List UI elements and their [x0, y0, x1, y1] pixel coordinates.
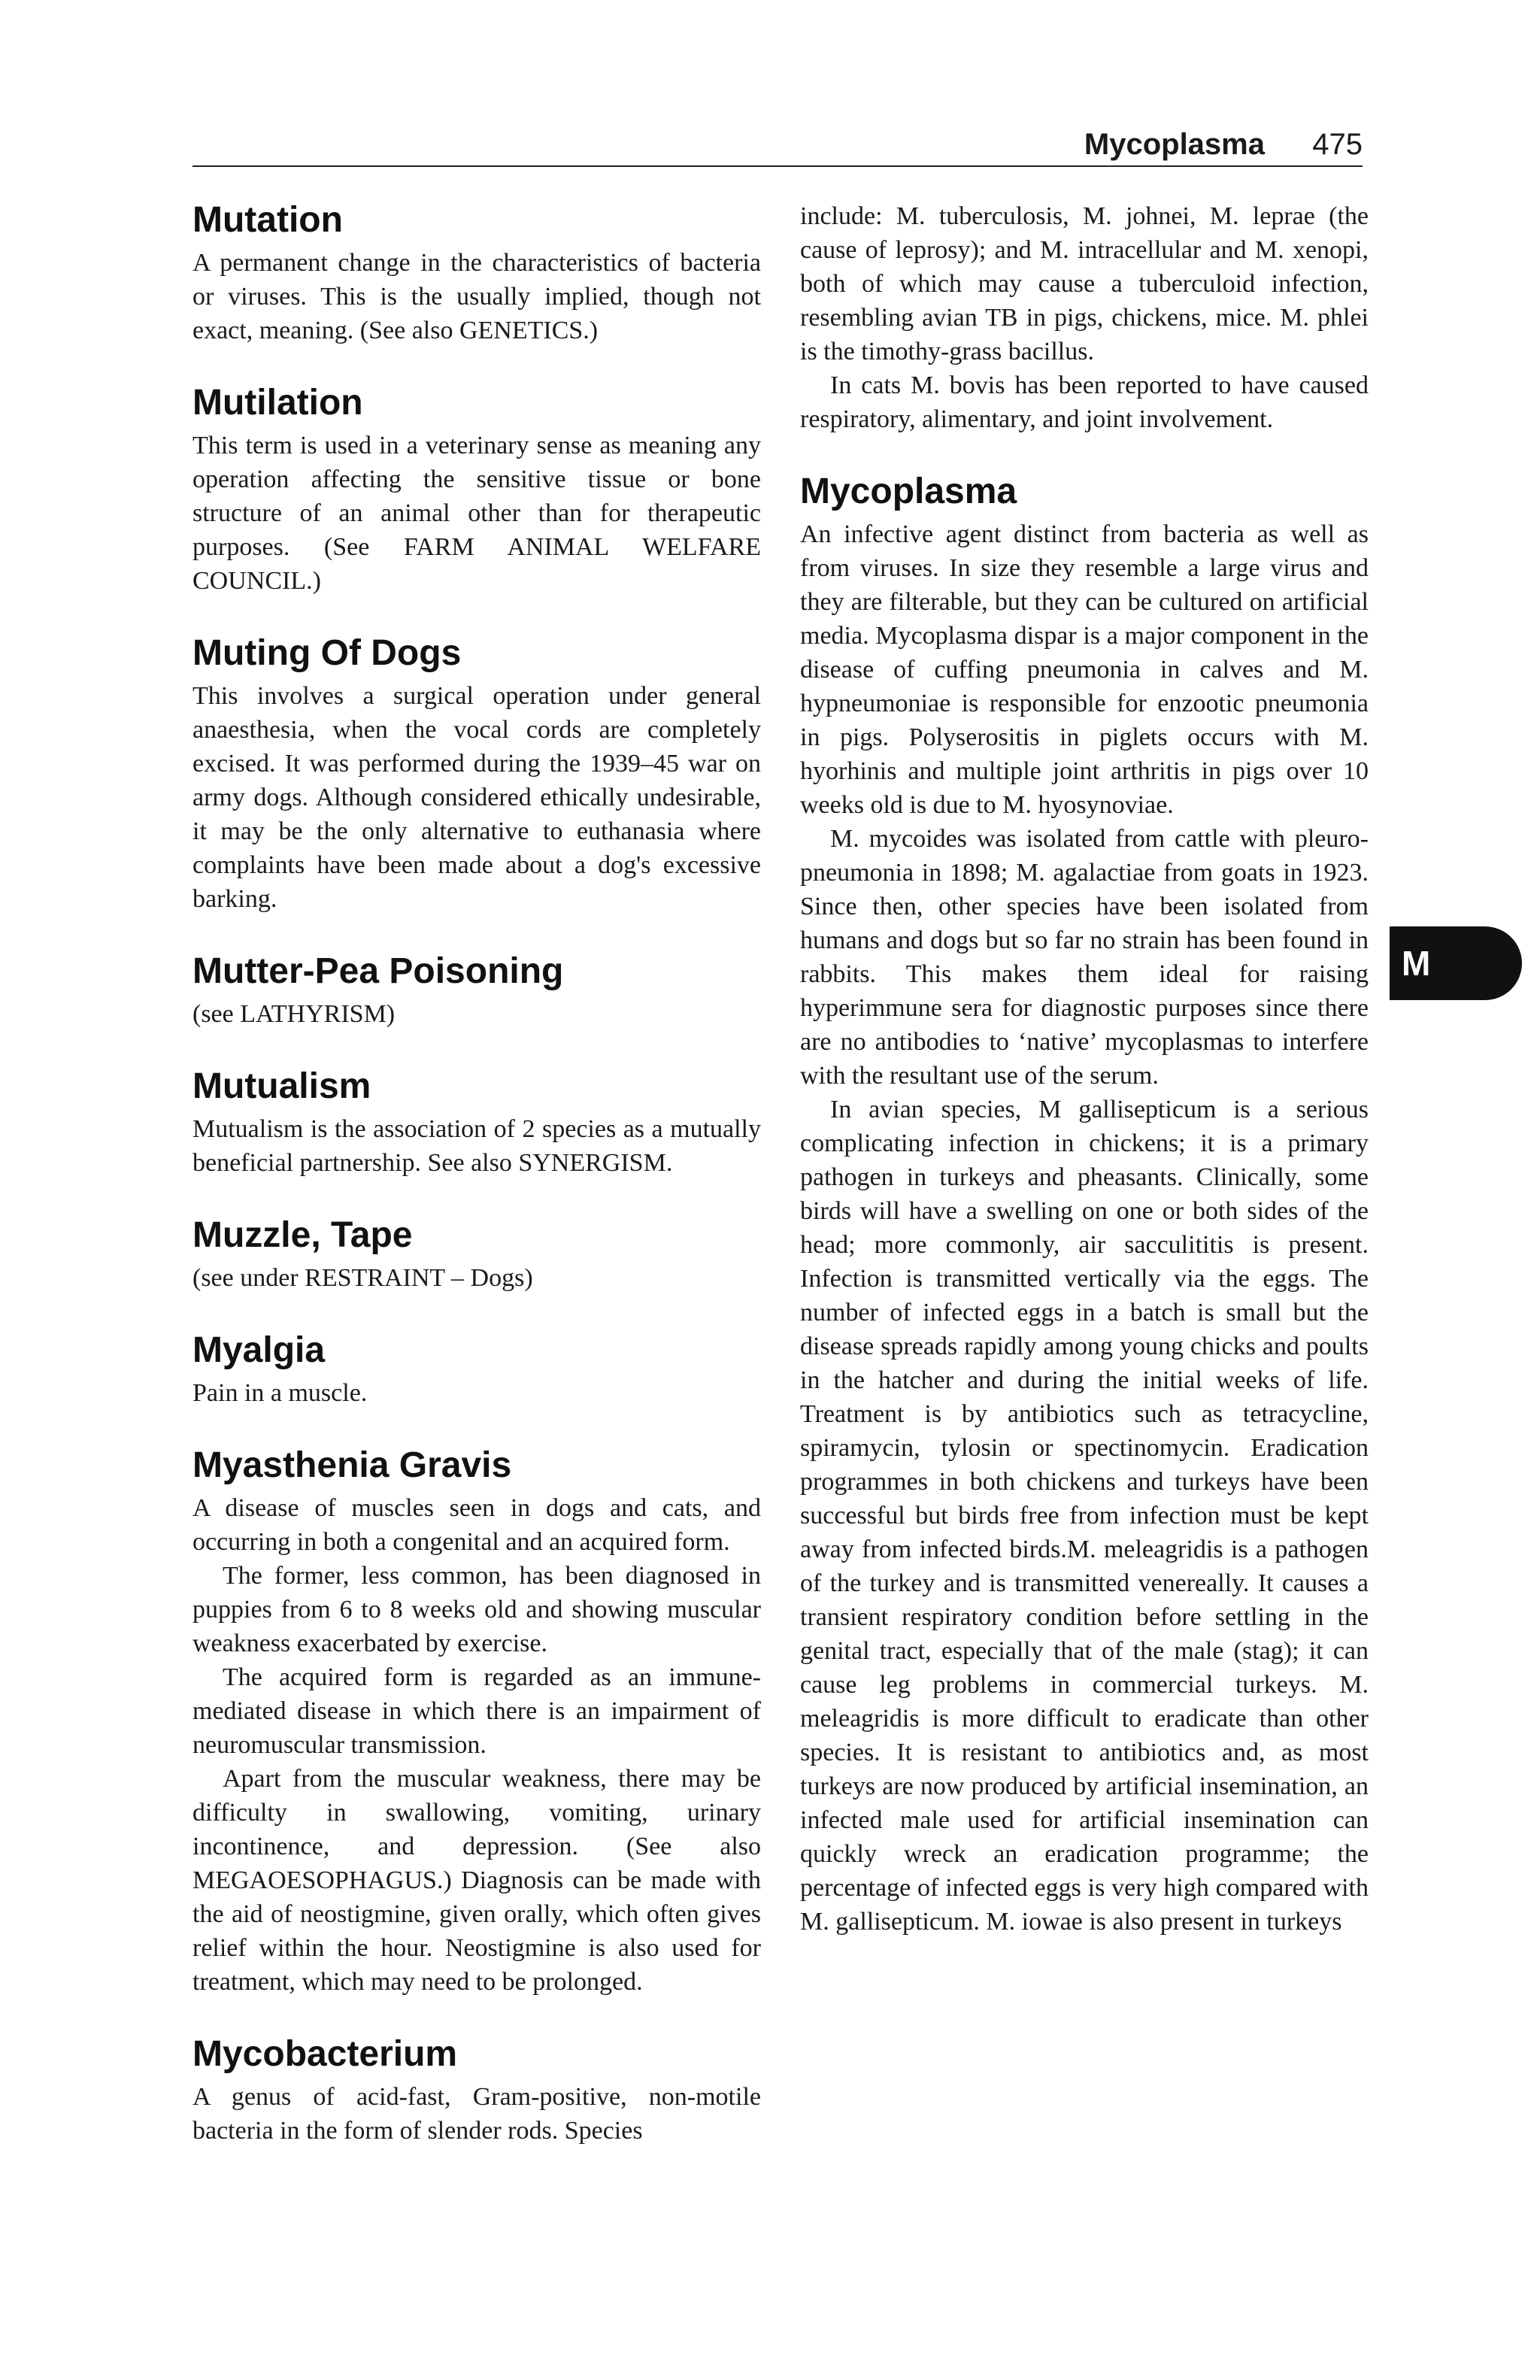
entry-heading: Mutation: [192, 200, 343, 240]
entry-paragraph: include: M. tuberculosis, M. johnei, M. leprae (the cause of leprosy); and M. intracellular and M. xenopi, both of which may cause a tuberculoid infection, resembling avian TB in pigs, chickens, mice. M. phlei is the timothy-grass bacillus.: [800, 202, 1369, 365]
thumb-index-tab: M: [1390, 926, 1522, 1000]
entry-paragraph: (see under RESTRAINT – Dogs): [192, 1264, 533, 1292]
entry-paragraph: A genus of acid-fast, Gram-positive, non-motile bacteria in the form of slender rods. Species: [192, 2083, 761, 2145]
entry-heading: Myasthenia Gravis: [192, 1445, 512, 1485]
entry-heading: Mycobacterium: [192, 2034, 458, 2074]
entry-heading: Muzzle, Tape: [192, 1215, 413, 1255]
running-head: [192, 128, 1363, 167]
entry-heading: Mutilation: [192, 383, 363, 423]
entry-paragraph: A disease of muscles seen in dogs and cats, and occurring in both a congenital and an acquired form.: [192, 1494, 761, 1556]
entry-continued: [800, 199, 1369, 436]
right-column: [800, 199, 1369, 1973]
page-number: 475: [1312, 128, 1363, 161]
entry-heading: Mutter-Pea Poisoning: [192, 951, 564, 991]
entry-paragraph: The former, less common, has been diagnosed in puppies from 6 to 8 weeks old and showing muscular weakness exacerbated by exercise.: [192, 1562, 761, 1657]
entry-paragraph: A permanent change in the characteristics of bacteria or viruses. This is the usually implied, though not exact, meaning. (See also GENETICS.): [192, 249, 761, 344]
entry-heading: Mutualism: [192, 1066, 371, 1106]
entry-paragraph: Mutualism is the association of 2 species as a mutually beneficial partnership. See also SYNERGISM.: [192, 1115, 761, 1177]
left-column: [192, 199, 761, 2182]
entry-mutter-pea-poisoning: [192, 950, 761, 1031]
entry-paragraph: (see LATHYRISM): [192, 1000, 396, 1028]
entry-mutualism: [192, 1066, 761, 1180]
entry-heading: Mycoplasma: [800, 471, 1017, 511]
entry-muting-of-dogs: [192, 632, 761, 916]
entry-paragraph: M. mycoides was isolated from cattle with pleuro-pneumonia in 1898; M. agalactiae from goats in 1923. Since then, other species have been isolated from humans and dogs but so far no strain has been found in rabbits. This makes them ideal for raising hyperimmune sera for diagnostic purposes since there are no antibodies to ‘native’ mycoplasmas to interfere with the resultant use of the serum.: [800, 825, 1369, 1090]
entry-mycoplasma: [800, 471, 1369, 1939]
entry-muzzle-tape: [192, 1214, 761, 1295]
entry-myalgia: [192, 1329, 761, 1410]
entry-mutation: [192, 199, 761, 347]
entry-paragraph: Pain in a muscle.: [192, 1379, 368, 1407]
entry-paragraph: This term is used in a veterinary sense as meaning any operation affecting the sensitive tissue or bone structure of an animal other than for therapeutic purposes. (See FARM ANIMAL WELFARE COUNCIL.): [192, 432, 761, 595]
entry-paragraph: An infective agent distinct from bacteria as well as from viruses. In size they resemble a large virus and they are filterable, but they can be cultured on artificial media. Mycoplasma dispar is a major component in the disease of cuffing pneumonia in calves and M. hypneumoniae is responsible for enzootic pneumonia in pigs. Polyserositis in piglets occurs with M. hyorhinis and multiple joint arthritis in pigs over 10 weeks old is due to M. hyosynoviae.: [800, 520, 1369, 819]
entry-mycobacterium: [192, 2033, 761, 2148]
entry-paragraph: In cats M. bovis has been reported to have caused respiratory, alimentary, and joint involvement.: [800, 371, 1369, 433]
entry-mutilation: [192, 382, 761, 598]
entry-myasthenia-gravis: [192, 1445, 761, 1999]
entry-paragraph: This involves a surgical operation under general anaesthesia, when the vocal cords are completely excised. It was performed during the 1939–45 war on army dogs. Although considered ethically undesirable, it may be the only alternative to euthanasia where complaints have been made about a dog's excessive barking.: [192, 682, 761, 913]
running-head-title: Mycoplasma: [1084, 128, 1265, 161]
entry-heading: Muting Of Dogs: [192, 633, 462, 673]
entry-paragraph: In avian species, M gallisepticum is a serious complicating infection in chickens; it is a primary pathogen in turkeys and pheasants. Clinically, some birds will have a swelling on one or both sides of the head; more commonly, air sacculititis is present. Infection is transmitted vertically via the eggs. The number of infected eggs in a batch is small but the disease spreads rapidly among young chicks and poults in the hatcher and during the initial weeks of life. Treatment is by antibiotics such as tetracycline, spiramycin, tylosin or spectinomycin. Eradication programmes in both chickens and turkeys have been successful but birds free from infection must be kept away from infected birds.M. meleagridis is a pathogen of the turkey and is transmitted venereally. It causes a transient respiratory condition before settling in the genital tract, especially that of the male (stag); it can cause leg problems in commercial turkeys. M. meleagridis is more difficult to eradicate than other species. It is resistant to antibiotics and, as most turkeys are now produced by artificial insemination, an infected male used for artificial insemination can quickly wreck an eradication programme; the percentage of infected eggs is very high compared with M. gallisepticum. M. iowae is also present in turkeys: [800, 1096, 1369, 1936]
entry-paragraph: Apart from the muscular weakness, there may be difficulty in swallowing, vomiting, urinary incontinence, and depression. (See also MEGAOESOPHAGUS.) Diagnosis can be made with the aid of neostigmine, given orally, which often gives relief within the hour. Neostigmine is also used for treatment, which may need to be prolonged.: [192, 1765, 761, 1996]
entry-heading: Myalgia: [192, 1330, 326, 1370]
entry-paragraph: The acquired form is regarded as an immune-mediated disease in which there is an impairment of neuromuscular transmission.: [192, 1663, 761, 1759]
